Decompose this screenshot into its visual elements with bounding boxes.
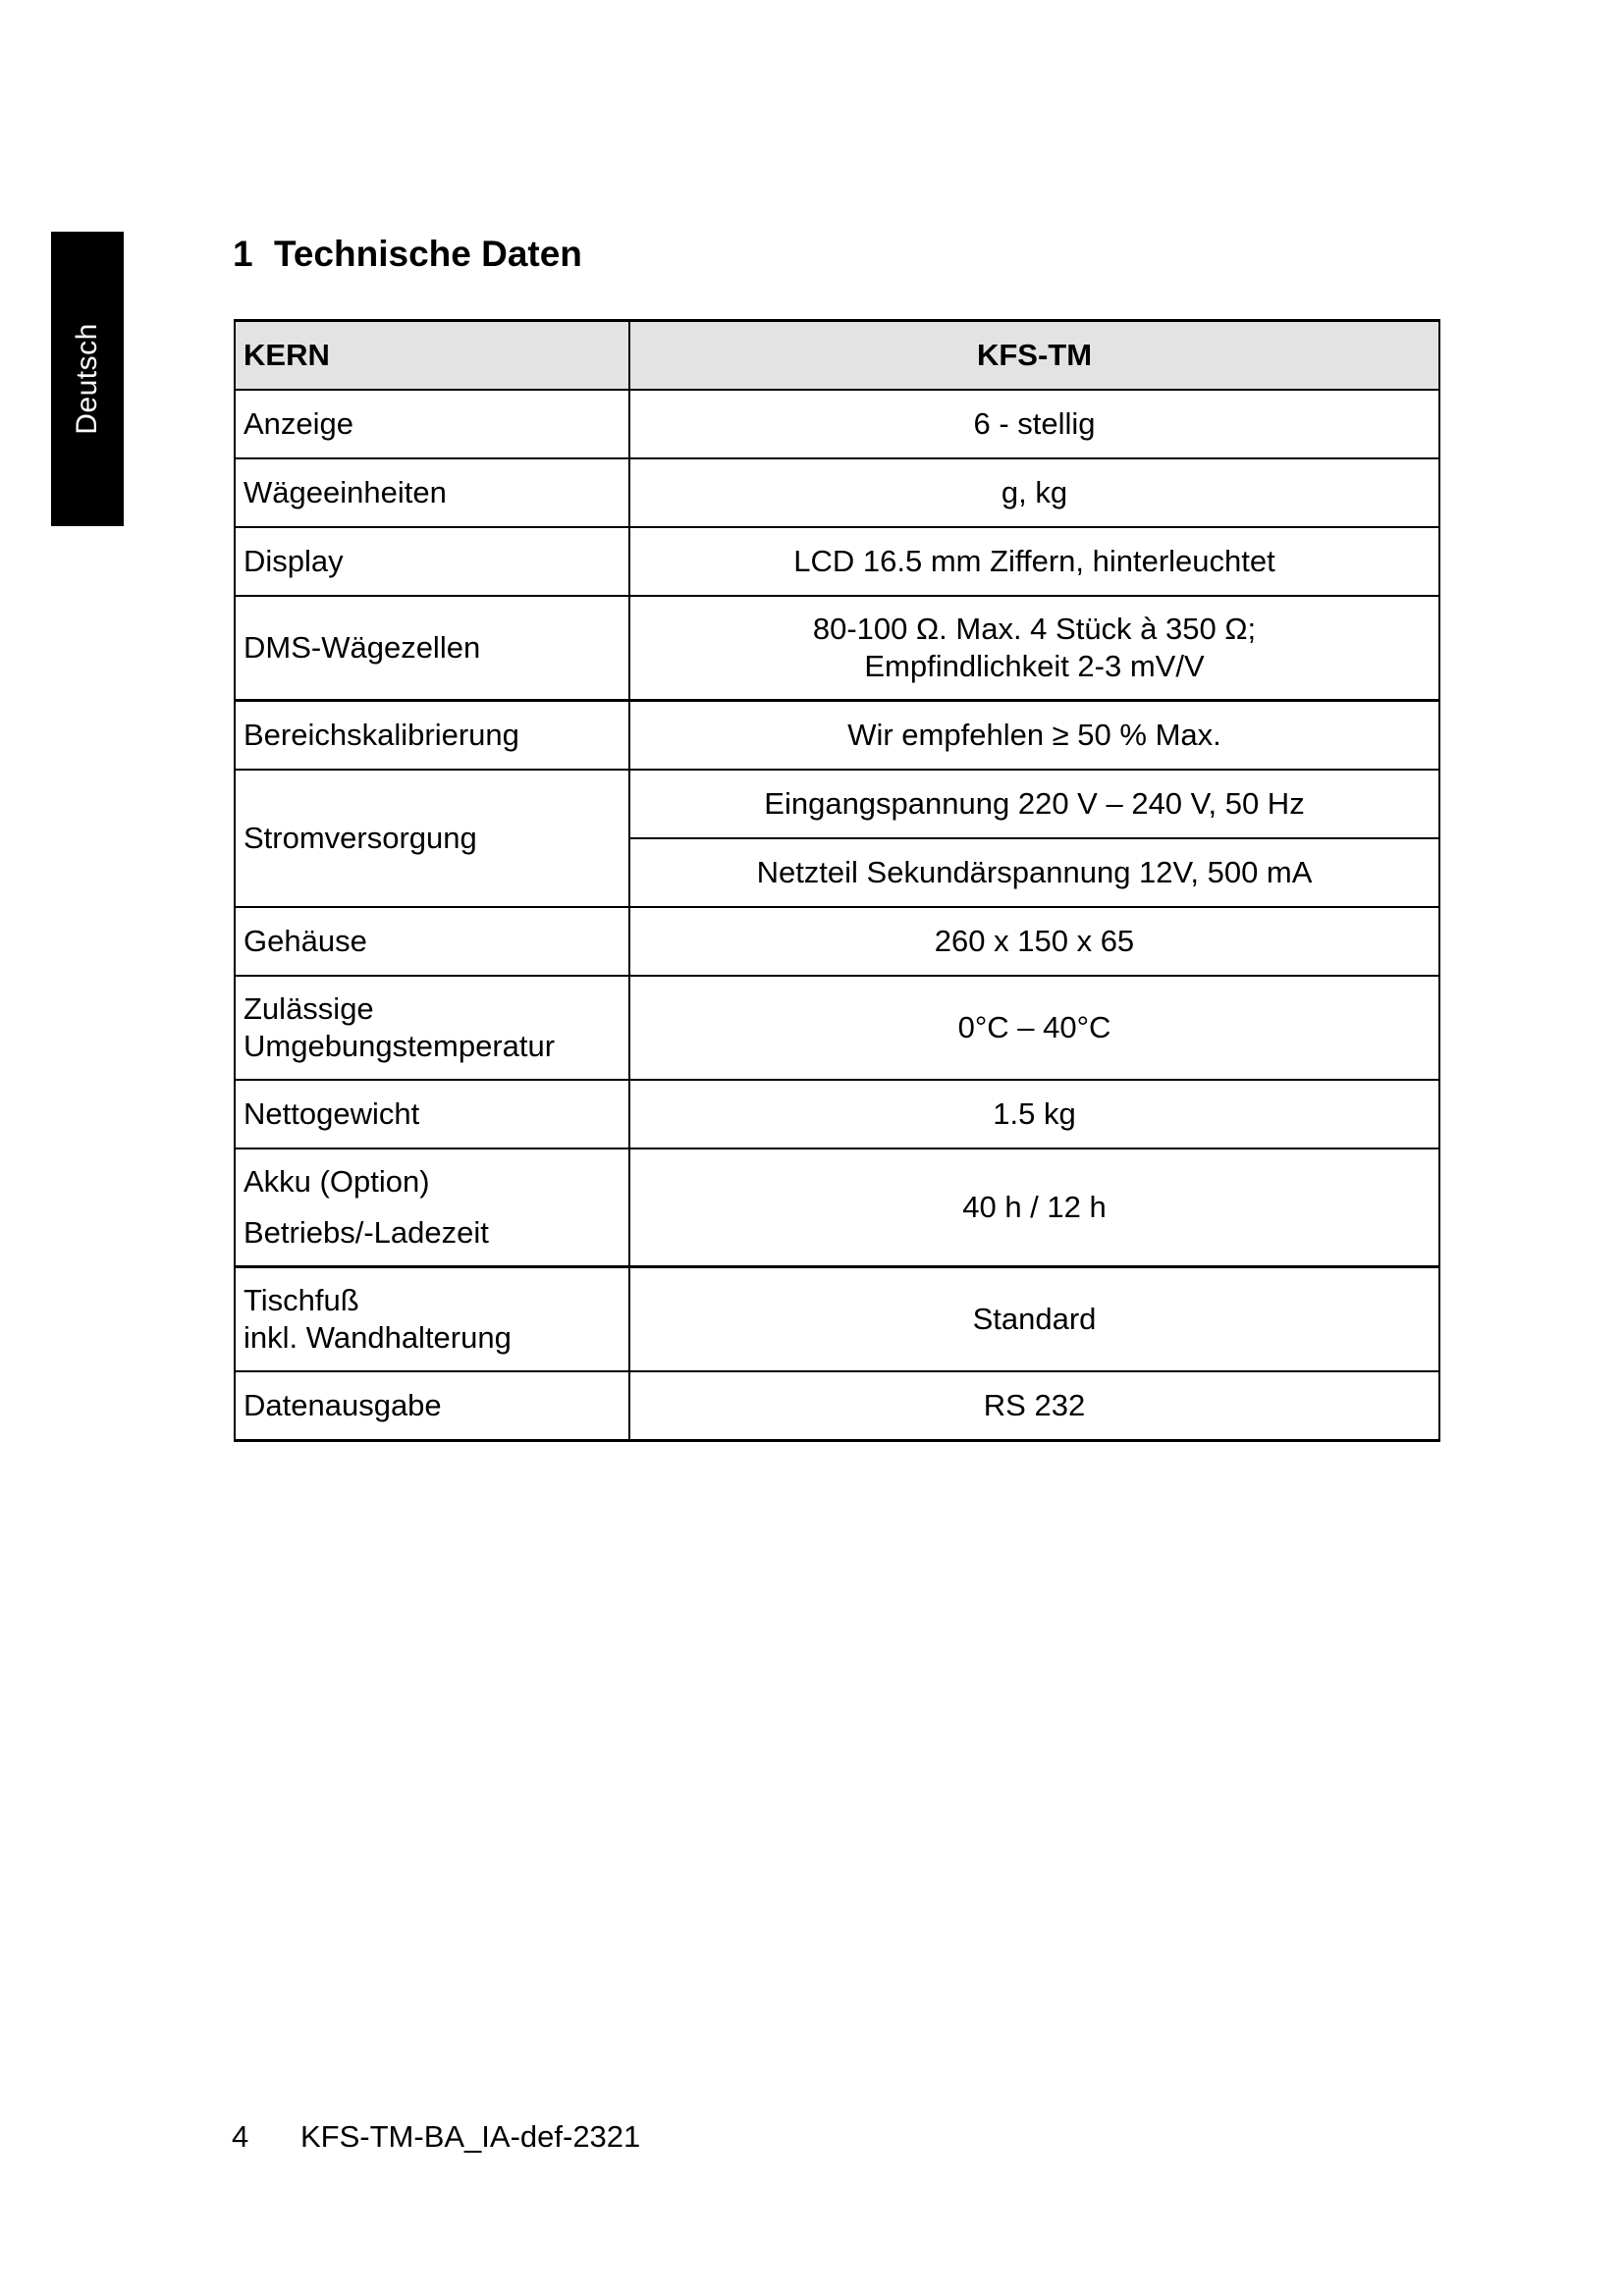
header-label-cell: KERN bbox=[235, 321, 629, 391]
row-label-line-2: Betriebs/-Ladezeit bbox=[244, 1215, 489, 1250]
row-value-line-2: Empfindlichkeit 2-3 mV/V bbox=[864, 649, 1205, 683]
row-value: 1.5 kg bbox=[629, 1080, 1439, 1148]
row-label bbox=[235, 1148, 629, 1267]
row-value: g, kg bbox=[629, 458, 1439, 527]
table-row bbox=[235, 390, 1439, 458]
row-label-line-1: Akku (Option) bbox=[244, 1164, 430, 1199]
header-value-cell: KFS-TM bbox=[629, 321, 1439, 391]
page-number: 4 bbox=[232, 2119, 249, 2154]
table-header-row bbox=[235, 321, 1439, 391]
section-title bbox=[233, 234, 582, 275]
row-label: Nettogewicht bbox=[235, 1080, 629, 1148]
side-tab-label: Deutsch bbox=[71, 323, 103, 435]
row-label-line-2: inkl. Wandhalterung bbox=[244, 1320, 512, 1355]
row-label: Bereichskalibrierung bbox=[235, 701, 629, 771]
row-value: 40 h / 12 h bbox=[629, 1148, 1439, 1267]
row-value: 0°C – 40°C bbox=[629, 976, 1439, 1080]
document-id: KFS-TM-BA_IA-def-2321 bbox=[300, 2119, 641, 2154]
row-label: Anzeige bbox=[235, 390, 629, 458]
table-row bbox=[235, 1267, 1439, 1372]
table-row bbox=[235, 458, 1439, 527]
row-label: Wägeeinheiten bbox=[235, 458, 629, 527]
table-row bbox=[235, 1371, 1439, 1441]
row-label-line-1: Zulässige bbox=[244, 991, 374, 1026]
section-title-text: Technische Daten bbox=[274, 234, 582, 274]
row-label bbox=[235, 1267, 629, 1372]
row-value bbox=[629, 596, 1439, 701]
table-row bbox=[235, 701, 1439, 771]
row-label-line-2: Umgebungstemperatur bbox=[244, 1029, 556, 1063]
table-row bbox=[235, 907, 1439, 976]
row-label bbox=[235, 976, 629, 1080]
row-value: RS 232 bbox=[629, 1371, 1439, 1441]
table-row bbox=[235, 1080, 1439, 1148]
row-label: Gehäuse bbox=[235, 907, 629, 976]
row-label: Datenausgabe bbox=[235, 1371, 629, 1441]
language-side-tab bbox=[51, 232, 124, 526]
technical-data-table bbox=[234, 319, 1440, 1442]
section-number: 1 bbox=[233, 234, 253, 274]
row-value: Netzteil Sekundärspannung 12V, 500 mA bbox=[629, 838, 1439, 907]
table-row bbox=[235, 596, 1439, 701]
row-value-line-1: 80-100 Ω. Max. 4 Stück à 350 Ω; bbox=[812, 612, 1257, 646]
row-label: Stromversorgung bbox=[235, 770, 629, 907]
row-label: Display bbox=[235, 527, 629, 596]
table-row bbox=[235, 1148, 1439, 1267]
row-label: DMS-Wägezellen bbox=[235, 596, 629, 701]
row-value: LCD 16.5 mm Ziffern, hinterleuchtet bbox=[629, 527, 1439, 596]
table-row bbox=[235, 976, 1439, 1080]
row-label-spacer bbox=[244, 1201, 621, 1214]
row-value: Eingangspannung 220 V – 240 V, 50 Hz bbox=[629, 770, 1439, 838]
row-value: 260 x 150 x 65 bbox=[629, 907, 1439, 976]
row-value: 6 - stellig bbox=[629, 390, 1439, 458]
table-row bbox=[235, 527, 1439, 596]
row-value: Standard bbox=[629, 1267, 1439, 1372]
page-footer bbox=[232, 2119, 640, 2155]
table-row bbox=[235, 770, 1439, 838]
row-value: Wir empfehlen ≥ 50 % Max. bbox=[629, 701, 1439, 771]
row-label-line-1: Tischfuß bbox=[244, 1283, 359, 1317]
